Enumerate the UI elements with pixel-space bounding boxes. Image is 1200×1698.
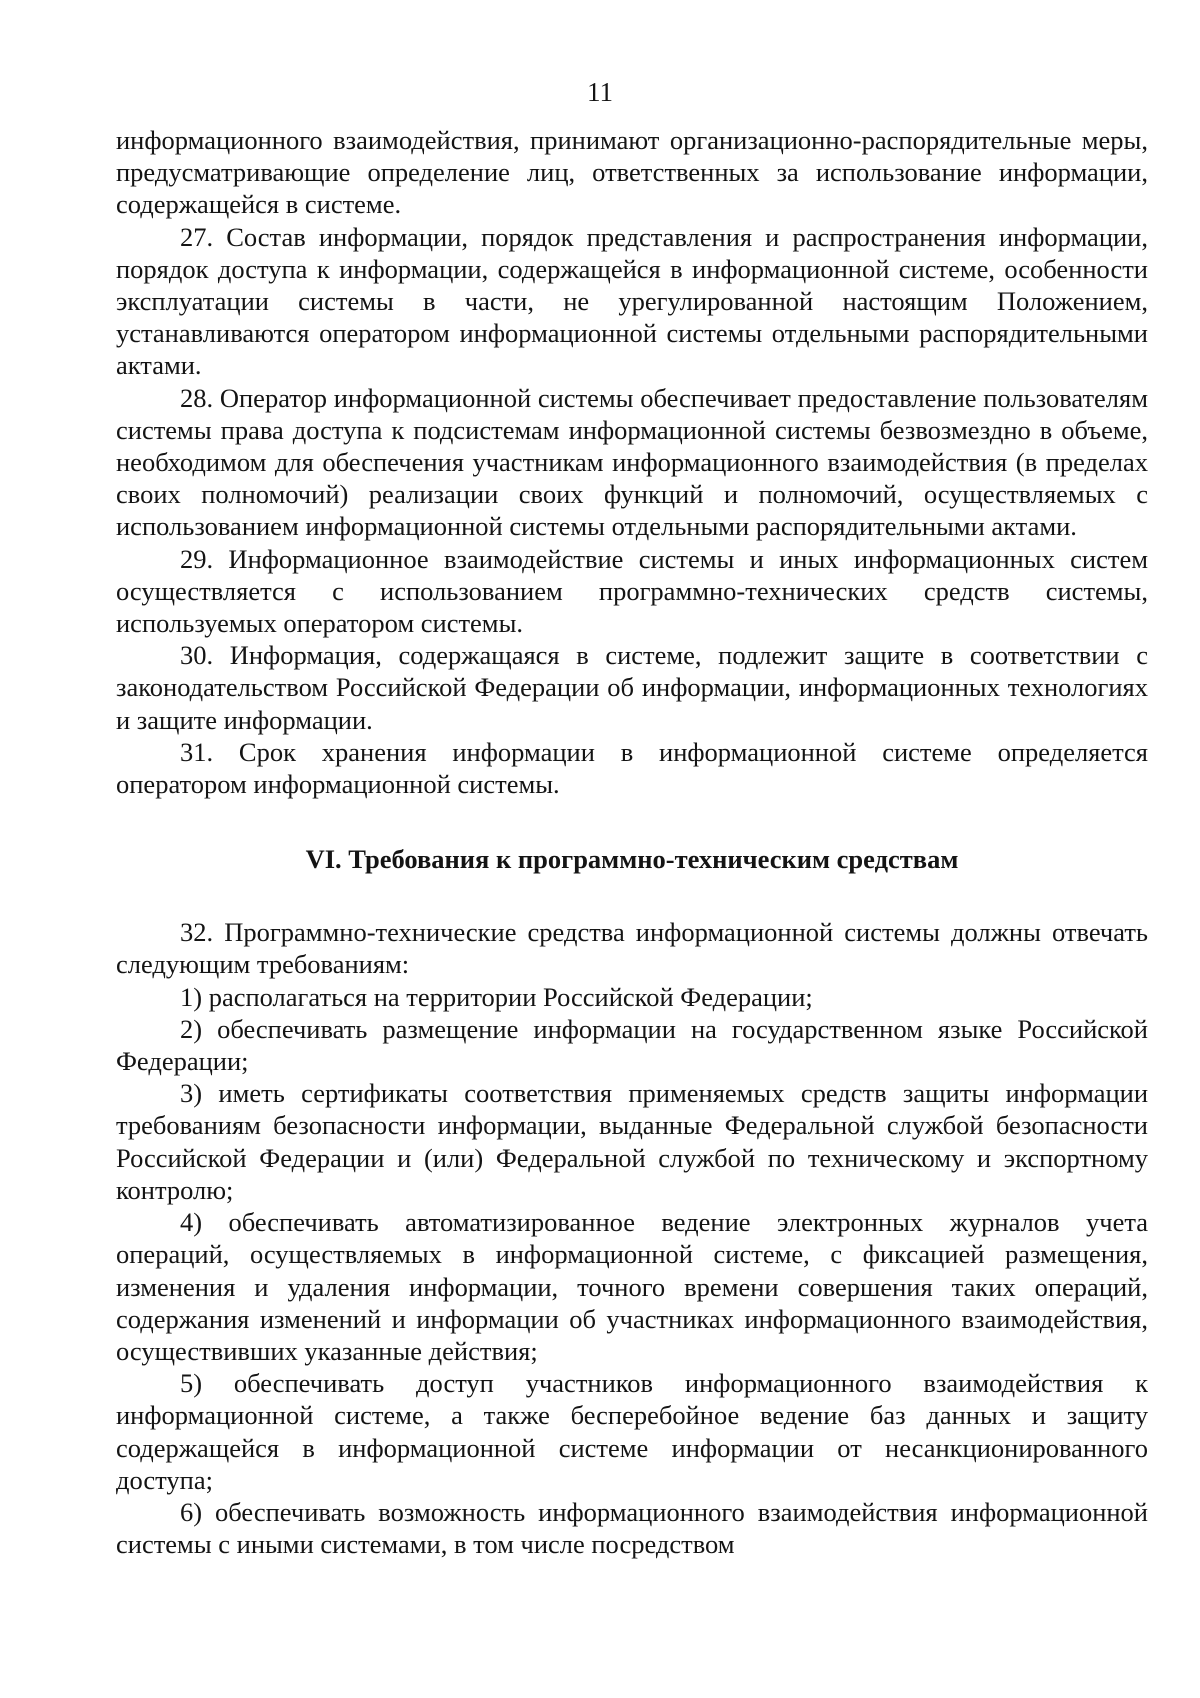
paragraph-28: 28. Оператор информационной системы обеспечивает предоставление пользователям системы права доступа к подсистемам информационной системы безвозмездно в объеме, необходимом для обеспечения участникам информационного взаимодействия (в пределах своих полномочий) реализации своих функций и полномочий, осуществляемых с использованием информационной системы отдельными распорядительными актами.: [116, 382, 1148, 542]
section-heading: VI. Требования к программно-техническим средствам: [305, 844, 959, 875]
paragraph-32: 32. Программно-технические средства информационной системы должны отвечать следующим требованиям:: [116, 917, 1148, 980]
document-body: [116, 124, 1148, 1560]
list-item-3: 3) иметь сертификаты соответствия применяемых средств защиты информации требованиям безопасности информации, выданные Федеральной службой безопасности Российской Федерации и (или) Федеральной службой по техническому и экспортному контролю;: [116, 1078, 1148, 1205]
list-item-1: 1) располагаться на территории Российской Федерации;: [180, 981, 813, 1012]
list-item-2: 2) обеспечивать размещение информации на государственном языке Российской Федерации;: [116, 1013, 1148, 1077]
paragraph-continuation: информационного взаимодействия, принимают организационно-распорядительные меры, предусматривающие определение лиц, ответственных за использование информации, содержащейся в системе.: [116, 125, 1148, 220]
paragraph-30: 30. Информация, содержащаяся в системе, подлежит защите в соответствии с законодательством Российской Федерации об информации, информационных технологиях и защите информации.: [116, 640, 1148, 735]
list-item-4: 4) обеспечивать автоматизированное ведение электронных журналов учета операций, осуществляемых в информационной системе, с фиксацией размещения, изменения и удаления информации, точного времени совершения таких операций, содержания изменений и информации об участниках информационного взаимодействия, осуществивших указанные действия;: [116, 1207, 1148, 1366]
paragraph-31: 31. Срок хранения информации в информационной системе определяется оператором информационной системы.: [116, 736, 1148, 800]
list-item-5: 5) обеспечивать доступ участников информационного взаимодействия к информационной системе, а также бесперебойное ведение баз данных и защиту содержащейся в информационной системе информации от несанкционированного доступа;: [116, 1368, 1148, 1495]
paragraph-29: 29. Информационное взаимодействие системы и иных информационных систем осуществляется с использованием программно-технических средств системы, используемых оператором системы.: [116, 543, 1148, 639]
page-number: 11: [587, 77, 613, 107]
paragraph-27: 27. Состав информации, порядок представления и распространения информации, порядок доступа к информации, содержащейся в информационной системе, особенности эксплуатации системы в части, не урегулированной настоящим Положением, устанавливаются оператором информационной системы отдельными распорядительными актами.: [116, 221, 1148, 381]
list-item-6: 6) обеспечивать возможность информационного взаимодействия информационной системы с иными системами, в том числе посредством: [116, 1496, 1148, 1560]
